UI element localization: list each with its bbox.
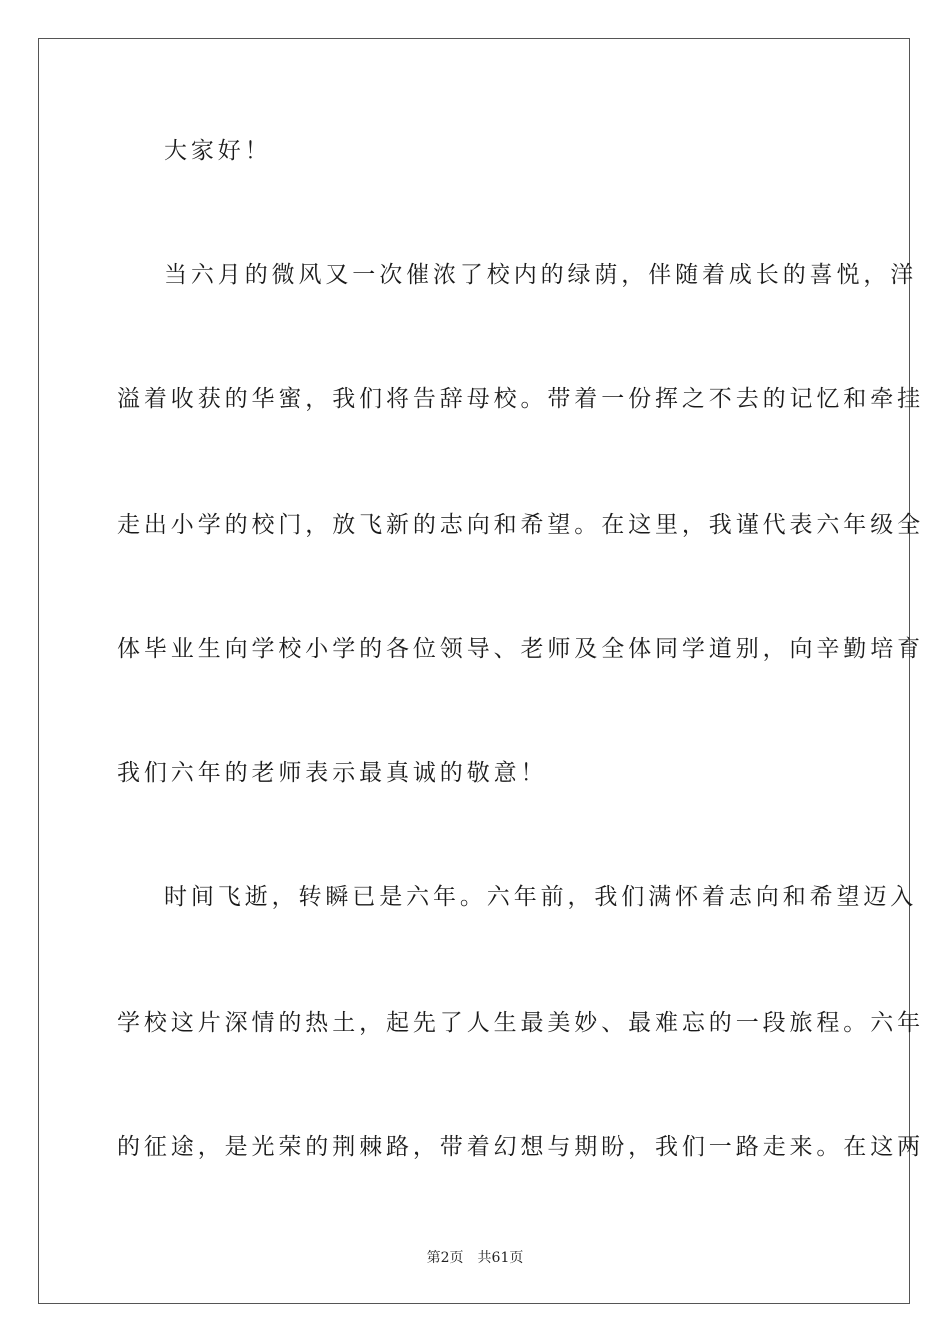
greeting-line: 大家好！ <box>164 138 272 164</box>
page-border <box>38 38 924 1304</box>
paragraph-2-line-3: 的征途，是光荣的荆棘路，带着幻想与期盼，我们一路走来。在这两 <box>117 1134 924 1160</box>
paragraph-2-line-1: 时间飞逝，转瞬已是六年。六年前，我们满怀着志向和希望迈入 <box>164 884 918 910</box>
page-number: 第2页 <box>426 1250 464 1266</box>
paragraph-2-line-2: 学校这片深情的热土，起先了人生最美妙、最难忘的一段旅程。六年 <box>117 1010 924 1036</box>
paragraph-1-line-2: 溢着收获的华蜜，我们将告辞母校。带着一份挥之不去的记忆和牵挂 <box>117 386 924 412</box>
paragraph-1-line-1: 当六月的微风又一次催浓了校内的绿荫，伴随着成长的喜悦，洋 <box>164 262 918 288</box>
page-total: 共61页 <box>477 1250 524 1266</box>
paragraph-1-line-3: 走出小学的校门，放飞新的志向和希望。在这里，我谨代表六年级全 <box>117 512 924 538</box>
paragraph-1-line-4: 体毕业生向学校小学的各位领导、老师及全体同学道别，向辛勤培育 <box>117 636 924 662</box>
paragraph-1-line-5: 我们六年的老师表示最真诚的敬意！ <box>117 760 548 786</box>
page-footer <box>0 1247 950 1267</box>
